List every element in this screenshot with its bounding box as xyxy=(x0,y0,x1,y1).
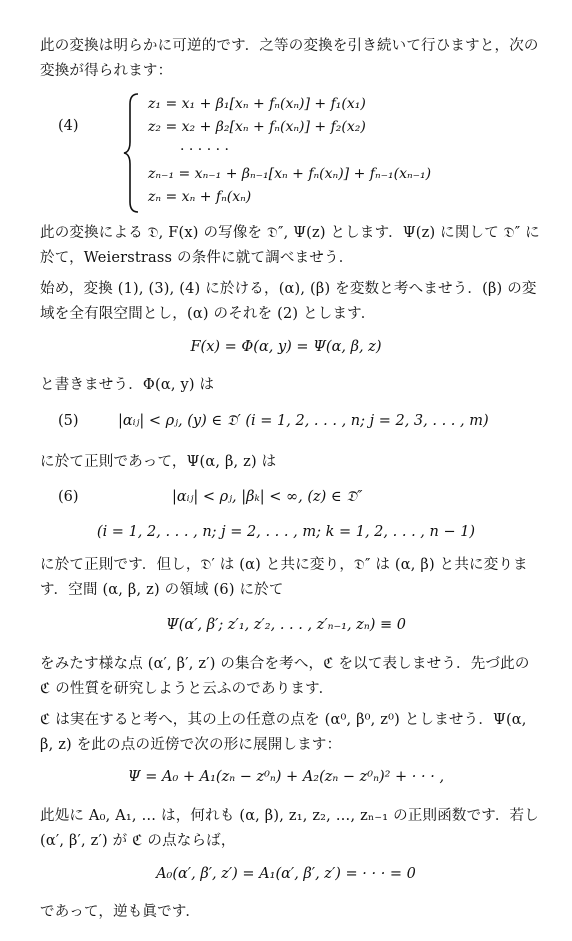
equation-label-5: (5) xyxy=(58,413,79,429)
paragraph-2: 此の変換による 𝔇, F(x) の写像を 𝔇″, Ψ(z) とします．Ψ(z) に関して 𝔇″ に於て，Weierstrass の条件に就て調べませう． xyxy=(40,225,540,266)
paragraph-6: に於て正則です．但し，𝔇′ は (α) と共に変り，𝔇″ は (α, β) と共に変ります．空間 (α, β, z) の領域 (6) に於て xyxy=(40,557,528,598)
paragraph-1: 此の変換は明らかに可逆的です．之等の変換を引き続いて行ひますと，次の変換が得られます： xyxy=(40,38,539,79)
system-line-2: z₂ = x₂ + β₂[xₙ + fₙ(xₙ)] + f₂(x₂) xyxy=(148,119,366,135)
equation-6-indices: (i = 1, 2, . . . , n; j = 2, . . . , m; k = 1, 2, . . . , n − 1) xyxy=(96,524,476,540)
system-line-dots: · · · · · · xyxy=(180,142,229,158)
equation-A-zero: A₀(α′, β′, z′) = A₁(α′, β′, z′) = · · · = 0 xyxy=(156,866,416,882)
equation-expansion: Ψ = A₀ + A₁(zₙ − z⁰ₙ) + A₂(zₙ − z⁰ₙ)² + · · · , xyxy=(127,769,445,785)
system-line-n: zₙ = xₙ + fₙ(xₙ) xyxy=(148,189,252,205)
system-line-n-minus-1: zₙ₋₁ = xₙ₋₁ + βₙ₋₁[xₙ + fₙ(xₙ)] + fₙ₋₁(xₙ₋₁) xyxy=(148,166,432,182)
paragraph-9: 此処に A₀, A₁, … は，何れも (α, β), z₁, z₂, …, zₙ₋₁ の正則函数です．若し (α′, β′, z′) が ℭ の点ならば， xyxy=(40,808,539,849)
system-line-1: z₁ = x₁ + β₁[xₙ + fₙ(xₙ)] + f₁(x₁) xyxy=(148,96,366,112)
paragraph-8: ℭ は実在すると考へ，其の上の任意の点を (α⁰, β⁰, z⁰) としませう．Ψ(α, β, z) を此の点の近傍で次の形に展開します： xyxy=(40,712,527,753)
equation-psi-zero: Ψ(α′, β′; z′₁, z′₂, . . . , z′ₙ₋₁, zₙ) ≡ 0 xyxy=(166,617,406,633)
paragraph-5: に於て正則であって，Ψ(α, β, z) は xyxy=(40,454,277,470)
paragraph-7: をみたす様な点 (α′, β′, z′) の集合を考へ，ℭ を以て表しませう．先づ此の ℭ の性質を研究しようと云ふのであります． xyxy=(40,656,530,697)
equation-F: F(x) = Φ(α, y) = Ψ(α, β, z) xyxy=(190,339,382,355)
equation-5: |αᵢⱼ| < ρⱼ, (y) ∈ 𝔇′ (i = 1, 2, . . . , n; j = 2, 3, . . . , m) xyxy=(118,413,489,429)
left-brace xyxy=(122,92,142,214)
paragraph-4: と書きませう．Φ(α, y) は xyxy=(40,377,215,393)
equation-label-6: (6) xyxy=(58,489,79,505)
equation-6: |αᵢⱼ| < ρⱼ, |βₖ| < ∞, (z) ∈ 𝔇″ xyxy=(172,489,363,505)
equation-label-4: (4) xyxy=(58,118,79,134)
paragraph-10: であって，逆も眞です． xyxy=(40,904,201,920)
paragraph-3: 始め，変換 (1), (3), (4) に於ける，(α), (β) を変数と考へませう．(β) の変域を全有限空間とし，(α) のそれを (2) とします． xyxy=(40,281,537,322)
